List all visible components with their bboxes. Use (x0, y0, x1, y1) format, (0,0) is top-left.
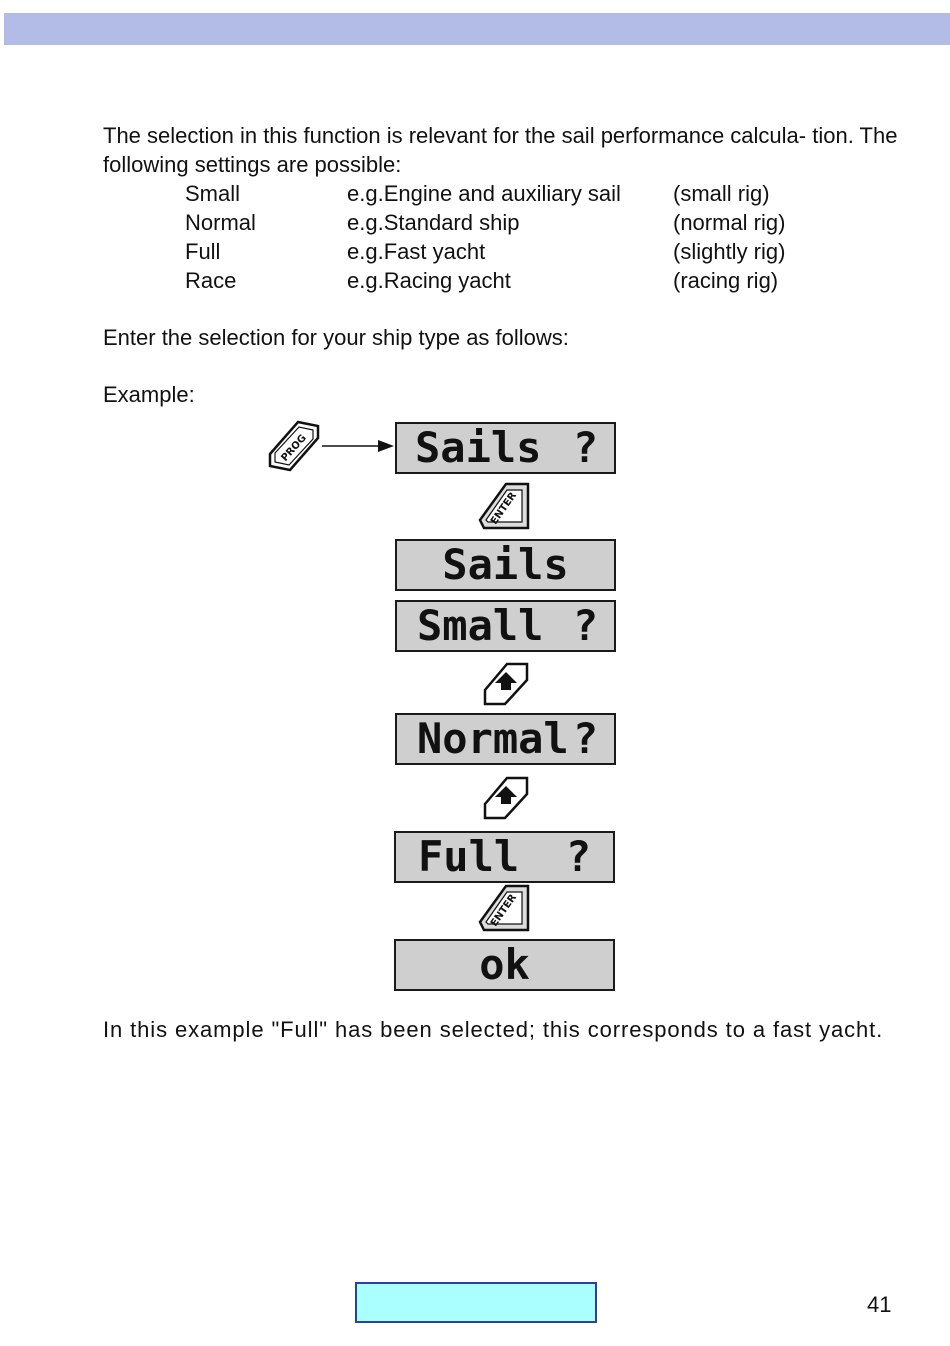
lcd-text: ok (479, 940, 530, 989)
settings-row (185, 208, 825, 237)
header-band (4, 13, 950, 45)
settings-row (185, 266, 825, 295)
lcd-text: Sails (415, 423, 542, 472)
lcd-display-normal (395, 713, 616, 765)
setting-name: Full (185, 239, 221, 264)
enter-instruction: Enter the selection for your ship type as follows: (103, 325, 569, 350)
lcd-text: Normal (417, 714, 569, 763)
outro-paragraph: In this example "Full" has been selected; this corresponds to a fast yacht. (103, 1017, 884, 1042)
lcd-suffix: ? (565, 832, 591, 881)
up-arrow-key-icon (481, 774, 531, 822)
enter-key-label: ENTER (488, 490, 519, 527)
setting-example: e.g.Engine and auxiliary sail (347, 181, 621, 206)
up-arrow-key-icon (481, 660, 531, 708)
setting-rig: (normal rig) (673, 210, 786, 235)
footer-box (355, 1282, 597, 1323)
enter-key-label: ENTER (488, 892, 519, 929)
setting-name: Race (185, 268, 237, 293)
setting-name: Small (185, 181, 241, 206)
settings-table (185, 179, 825, 295)
example-label: Example: (103, 382, 195, 407)
prog-key-label: PROG (279, 432, 309, 464)
setting-example: e.g.Fast yacht (347, 239, 486, 264)
lcd-text: Full (418, 832, 520, 881)
setting-rig: (slightly rig) (673, 239, 786, 264)
lcd-suffix: ? (572, 601, 598, 650)
intro-paragraph: The selection in this function is relevant for the sail performance calcula- tion. The following settings are possible: (103, 123, 898, 177)
enter-key-icon (476, 884, 532, 934)
lcd-display-full (394, 831, 615, 883)
setting-rig: (small rig) (673, 181, 770, 206)
lcd-suffix: ? (572, 423, 598, 472)
setting-name: Normal (185, 210, 256, 235)
lcd-suffix: ? (572, 714, 598, 763)
settings-row (185, 237, 825, 266)
arrow-right-icon (322, 436, 394, 456)
prog-key-icon (266, 420, 322, 472)
lcd-display-sails (395, 539, 616, 591)
setting-example: e.g.Standard ship (347, 210, 520, 235)
setting-rig: (racing rig) (673, 268, 779, 293)
enter-key-icon (476, 480, 532, 532)
settings-row (185, 179, 825, 208)
setting-example: e.g.Racing yacht (347, 268, 511, 293)
page-number: 41 (867, 1292, 892, 1317)
lcd-display-sails-question (395, 422, 616, 474)
lcd-text: Sails (442, 540, 569, 589)
lcd-display-ok (394, 939, 615, 991)
lcd-text: Small (417, 601, 544, 650)
lcd-display-small (395, 600, 616, 652)
